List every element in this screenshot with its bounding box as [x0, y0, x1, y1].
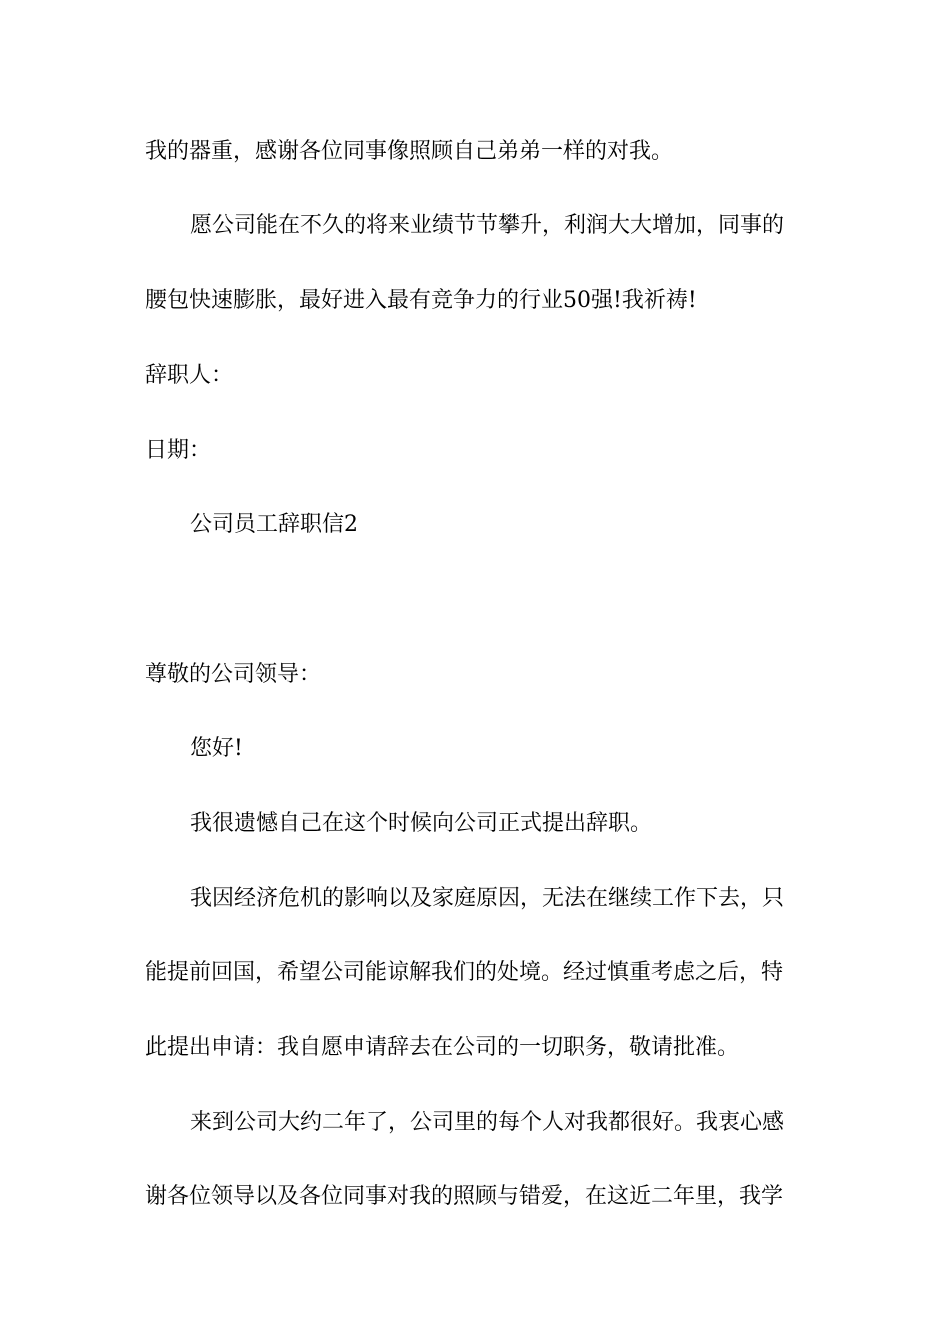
paragraph-line: 能提前回国，希望公司能谅解我们的处境。经过慎重考虑之后，特 [145, 960, 784, 985]
paragraph-line: 我的器重，感谢各位同事像照顾自己弟弟一样的对我。 [145, 139, 674, 164]
paragraph-line: 此提出申请：我自愿申请辞去在公司的一切职务，敬请批准。 [145, 1035, 740, 1060]
date-label: 日期： [145, 438, 212, 463]
paragraph-line: 谢各位领导以及各位同事对我的照顾与错爱，在这近二年里，我学 [145, 1184, 784, 1209]
greeting: 您好! [190, 736, 243, 761]
section-title: 公司员工辞职信2 [190, 512, 358, 537]
signer-label: 辞职人： [145, 363, 234, 388]
salutation: 尊敬的公司领导： [145, 662, 322, 687]
paragraph-line: 我因经济危机的影响以及家庭原因，无法在继续工作下去，只 [190, 886, 785, 911]
paragraph-line: 我很遗憾自己在这个时候向公司正式提出辞职。 [190, 811, 653, 836]
paragraph-line: 腰包快速膨胀，最好进入最有竞争力的行业50强!我祈祷! [145, 288, 697, 313]
paragraph-line: 来到公司大约二年了，公司里的每个人对我都很好。我衷心感 [190, 1110, 785, 1135]
paragraph-line: 愿公司能在不久的将来业绩节节攀升，利润大大增加，同事的 [190, 213, 785, 238]
